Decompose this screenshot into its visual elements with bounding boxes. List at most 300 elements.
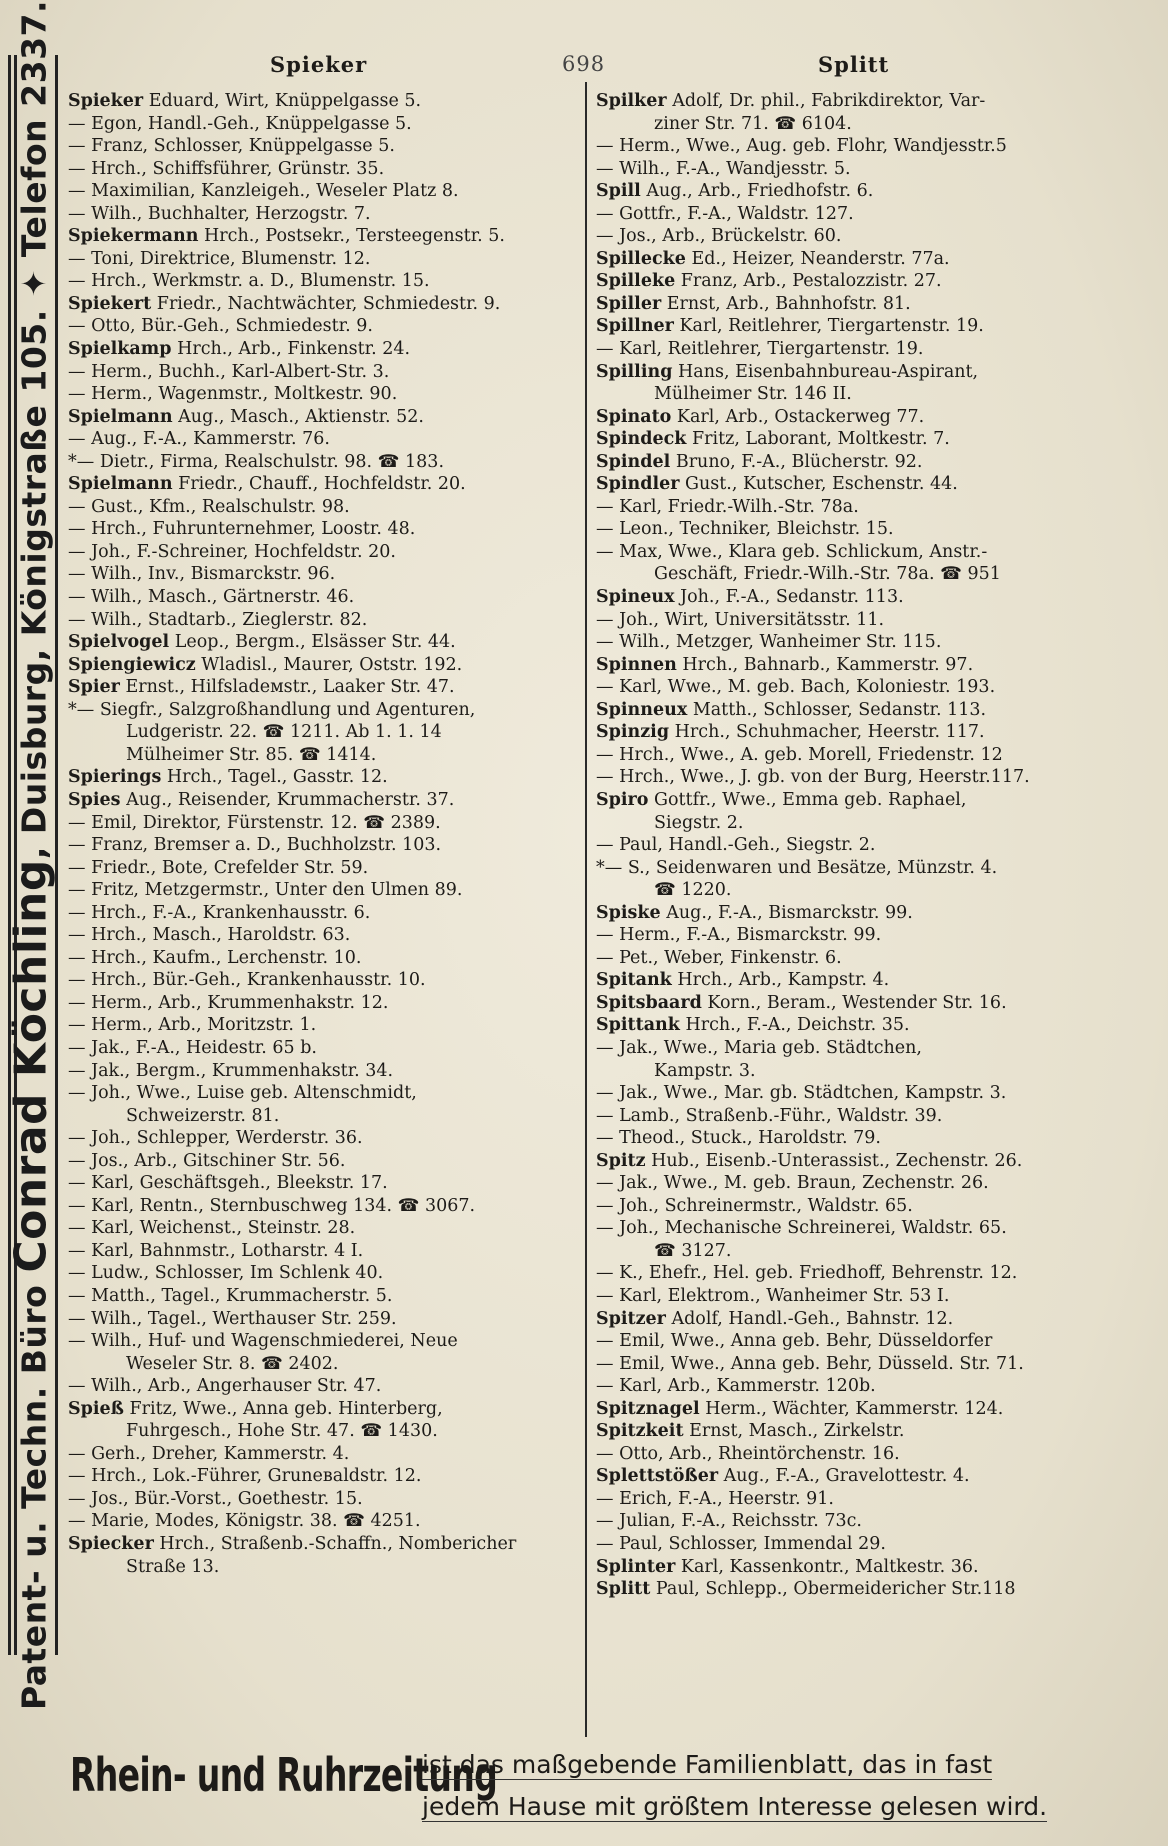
entry-details: — Wilh., Buchhalter, Herzogstr. 7. xyxy=(68,203,371,224)
directory-entry xyxy=(596,1375,1106,1398)
directory-entry xyxy=(68,541,578,564)
entry-details: Fritz, Wwe., Anna geb. Hinterberg, xyxy=(123,1398,443,1419)
entry-surname: Spiske xyxy=(596,902,661,923)
entry-details: — Marie, Modes, Königstr. 38. ☎ 4251. xyxy=(68,1511,421,1532)
entry-details: — Emil, Wwe., Anna geb. Behr, Düsseldorfer xyxy=(596,1331,993,1352)
directory-entry xyxy=(68,969,578,992)
entry-details: — Franz, Bremser a. D., Buchholzstr. 103. xyxy=(68,835,442,856)
header-right-keyword: Splitt xyxy=(818,52,890,77)
page-number: 698 xyxy=(562,52,606,76)
entry-details: — Jak., F.-A., Heidestr. 65 b. xyxy=(68,1037,317,1058)
directory-entry xyxy=(68,834,578,857)
directory-entry xyxy=(68,789,578,812)
directory-entry xyxy=(68,766,578,789)
directory-entry xyxy=(596,1308,1106,1331)
entry-details: — Karl, Friedr.-Wilh.-Str. 78a. xyxy=(596,496,859,517)
directory-entry xyxy=(68,90,578,113)
side-ad-prefix: Patent- u. Techn. Büro xyxy=(14,1272,54,1711)
entry-details: Karl, Arb., Ostackerweg 77. xyxy=(671,406,925,427)
entry-details: Hub., Eisenb.-Unterassist., Zechenstr. 26. xyxy=(645,1150,1023,1171)
entry-details: — Hrch., Kaufm., Lerchenstr. 10. xyxy=(68,947,362,968)
directory-entry xyxy=(596,1150,1106,1173)
entry-surname: Spiller xyxy=(596,293,662,314)
header-left-keyword: Spieker xyxy=(270,52,368,77)
entry-details: — Joh., Mechanische Schreinerei, Waldstr. 65. xyxy=(596,1218,1007,1239)
entry-surname: Spiengiewicz xyxy=(68,654,196,675)
directory-entry xyxy=(596,180,1106,203)
entry-surname: Spill xyxy=(596,181,641,202)
entry-surname: Spinnen xyxy=(596,654,677,675)
entry-surname: Splinter xyxy=(596,1556,676,1577)
entry-details: — Gottfr., F.-A., Waldstr. 127. xyxy=(596,203,854,224)
entry-surname: Spitzer xyxy=(596,1308,666,1329)
directory-entry xyxy=(68,1488,578,1511)
directory-entry xyxy=(596,315,1106,338)
entry-details: Hrch., Straßenb.-Schaffn., Nomberichег xyxy=(153,1534,518,1554)
entry-details: — Karl, Weichenst., Steinstr. 28. xyxy=(68,1218,356,1239)
directory-entry xyxy=(68,1172,578,1195)
entry-surname: Spitz xyxy=(596,1150,646,1171)
entry-details: — Hrch., Lok.-Führer, Gruneвaldstr. 12. xyxy=(68,1466,422,1487)
entry-details: *— Dietr., Firma, Realschulstr. 98. ☎ 183. xyxy=(68,451,445,472)
entry-details: — Herm., F.-A., Bismarckstr. 99. xyxy=(596,925,882,946)
directory-entry xyxy=(596,586,1106,609)
entry-details: — Joh., Schlepper, Werderstr. 36. xyxy=(68,1128,363,1149)
entry-details: — Karl, Rentn., Sternbuschweg 134. ☎ 3067. xyxy=(68,1195,476,1216)
entry-details: — Matth., Tagel., Krummacherstr. 5. xyxy=(68,1285,393,1306)
directory-entry xyxy=(596,1533,1106,1556)
entry-details: — Hrch., Schiffsführer, Grünstr. 35. xyxy=(68,158,385,179)
directory-entry xyxy=(596,1262,1106,1285)
entry-details: Aug., F.-A., Bismarckstr. 99. xyxy=(660,902,913,923)
directory-entry xyxy=(596,1420,1106,1443)
entry-details: ☎ 3127. xyxy=(654,1240,732,1261)
directory-entry xyxy=(596,1443,1106,1466)
entry-details: — Fritz, Metzgermstr., Unter den Ulmen 89. xyxy=(68,880,463,901)
directory-entry xyxy=(68,1510,578,1533)
entry-details: Geschäft, Friedr.-Wilh.-Str. 78a. ☎ 951 xyxy=(654,564,1001,585)
entry-details: Schweizerstr. 81. xyxy=(126,1105,280,1126)
entry-details: — Jos., Arb., Gitschiner Str. 56. xyxy=(68,1150,346,1171)
entry-details: — Hrch., Werkmstr. a. D., Blumenstr. 15. xyxy=(68,271,430,292)
directory-entry xyxy=(596,1127,1106,1150)
entry-details: — Egon, Handl.-Geh., Knüppelgasse 5. xyxy=(68,113,412,134)
directory-entry xyxy=(596,406,1106,429)
entry-surname: Spindler xyxy=(596,474,680,495)
directory-entry xyxy=(68,1533,578,1556)
directory-entry xyxy=(596,924,1106,947)
entry-details: — K., Ehefr., Hel. geb. Friedhoff, Behrenstr. 12. xyxy=(596,1263,1018,1284)
entry-details: Gottfr., Wwe., Emma geb. Raphael, xyxy=(648,789,967,810)
directory-entry xyxy=(596,857,1106,880)
directory-entry xyxy=(68,676,578,699)
directory-entry xyxy=(68,1353,578,1376)
entry-details: — Herm., Arb., Krummenhakstr. 12. xyxy=(68,992,389,1013)
directory-entry xyxy=(596,1172,1106,1195)
entry-details: Aug., Reisender, Krummacherstr. 37. xyxy=(120,789,455,810)
directory-entry xyxy=(68,992,578,1015)
entry-details: Franz, Arb., Pestalozzistr. 27. xyxy=(675,271,942,292)
directory-entry xyxy=(596,563,1106,586)
entry-details: Mülheimer Str. 146 II. xyxy=(654,384,852,405)
entry-details: Leop., Bergm., Elsässer Str. 44. xyxy=(169,632,456,653)
side-ad-text xyxy=(6,0,57,1710)
directory-entry xyxy=(68,1105,578,1128)
entry-details: Siegstr. 2. xyxy=(654,812,744,833)
directory-entry xyxy=(596,1105,1106,1128)
entry-details: — Wilh., Huf- und Wagenschmiederei, Neue xyxy=(68,1331,458,1352)
directory-entry xyxy=(68,1037,578,1060)
directory-entry xyxy=(596,1465,1106,1488)
directory-entry xyxy=(68,1398,578,1421)
entry-surname: Spiro xyxy=(596,789,649,810)
directory-entry xyxy=(596,496,1106,519)
entry-surname: Spiecker xyxy=(68,1534,154,1554)
entry-details: — Wilh., Stadtarb., Zieglerstr. 82. xyxy=(68,609,368,630)
directory-entry xyxy=(68,406,578,429)
directory-entry xyxy=(596,90,1106,113)
entry-details: Hrch., Tagel., Gasstr. 12. xyxy=(161,767,388,788)
directory-entry xyxy=(68,1060,578,1083)
entry-details: *— S., Seidenwaren und Besätze, Münzstr. 4. xyxy=(596,857,998,878)
entry-details: — Hrch., Wwe., J. gb. von der Burg, Heerstr.117. xyxy=(596,767,1030,788)
directory-entry xyxy=(596,541,1106,564)
entry-surname: Spinneux xyxy=(596,699,688,720)
directory-entry xyxy=(68,586,578,609)
directory-entry xyxy=(596,1353,1106,1376)
directory-entry xyxy=(68,1127,578,1150)
entry-surname: Spindel xyxy=(596,451,671,472)
directory-entry xyxy=(68,1240,578,1263)
entry-details: — Wilh., Tagel., Werthauser Str. 259. xyxy=(68,1308,397,1329)
entry-details: Hrch., Schuhmacher, Heerstr. 117. xyxy=(669,722,985,743)
entry-surname: Spiekermann xyxy=(68,226,199,247)
entry-details: Joh., F.-A., Sedanstr. 113. xyxy=(674,587,904,608)
entry-details: — Max, Wwe., Klara geb. Schlickum, Anstr.- xyxy=(596,541,988,562)
directory-entry xyxy=(68,225,578,248)
entry-surname: Spinato xyxy=(596,406,672,427)
entry-details: — Ludw., Schlosser, Im Schlenk 40. xyxy=(68,1263,384,1284)
directory-entry xyxy=(68,1217,578,1240)
directory-entry xyxy=(68,631,578,654)
directory-entry xyxy=(596,135,1106,158)
directory-entry xyxy=(596,1060,1106,1083)
entry-details: — Karl, Bahnmstr., Lotharstr. 4 I. xyxy=(68,1240,364,1261)
entry-surname: Spitank xyxy=(596,970,672,991)
directory-entry xyxy=(68,180,578,203)
entry-details: Adolf, Dr. phil., Fabrikdirektor, Var- xyxy=(666,91,986,111)
entry-surname: Spieß xyxy=(68,1398,124,1419)
entry-details: — Herm., Buchh., Karl-Albert-Str. 3. xyxy=(68,361,390,382)
entry-details: — Aug., F.-A., Kammerstr. 76. xyxy=(68,429,330,450)
directory-entry xyxy=(596,338,1106,361)
directory-entry xyxy=(68,563,578,586)
entry-details: — Hrch., Bür.-Geh., Krankenhausstr. 10. xyxy=(68,970,426,991)
entry-details: Paul, Schlepp., Obermeidericher Str.118 xyxy=(650,1579,1016,1600)
directory-entry xyxy=(68,1308,578,1331)
entry-details: — Herm., Arb., Moritzstr. 1. xyxy=(68,1015,317,1036)
entry-details: Eduard, Wirt, Knüppelgasse 5. xyxy=(143,91,422,111)
entry-details: Hrch., Bahnarb., Kammerstr. 97. xyxy=(676,654,974,675)
entry-details: Ernst, Masch., Zirkelstr. xyxy=(683,1421,905,1442)
directory-entry xyxy=(596,879,1106,902)
directory-entry xyxy=(596,654,1106,677)
entry-details: — Jak., Wwe., Mar. gb. Städtchen, Kampstr. 3. xyxy=(596,1083,1007,1104)
directory-entry xyxy=(596,699,1106,722)
directory-entry xyxy=(596,1556,1106,1579)
directory-entry xyxy=(596,969,1106,992)
directory-entry xyxy=(68,158,578,181)
directory-entry xyxy=(68,135,578,158)
entry-details: Mülheimer Str. 85. ☎ 1414. xyxy=(126,744,377,765)
directory-entry xyxy=(68,1082,578,1105)
entry-details: — Maximilian, Kanzleigeh., Weseler Platz 8. xyxy=(68,181,459,202)
entry-details: Karl, Kassenkontr., Maltkestr. 36. xyxy=(675,1556,979,1577)
directory-entry xyxy=(68,496,578,519)
directory-entry xyxy=(68,902,578,925)
entry-details: Korn., Beram., Westender Str. 16. xyxy=(701,992,1007,1013)
directory-entry xyxy=(596,812,1106,835)
entry-surname: Spinzig xyxy=(596,722,670,743)
ad-line-2: jedem Hause mit größtem Interesse gelesen wird. xyxy=(422,1792,1048,1821)
directory-entry xyxy=(596,902,1106,925)
entry-details: — Hrch., Wwe., A. geb. Morell, Friedenstr. 12 xyxy=(596,744,1003,765)
directory-entry xyxy=(68,270,578,293)
directory-entry xyxy=(596,609,1106,632)
directory-entry xyxy=(68,609,578,632)
entry-details: Karl, Reitlehrer, Tiergartenstr. 19. xyxy=(673,316,984,337)
entry-surname: Spilker xyxy=(596,91,667,111)
entry-details: — Friedr., Bote, Crefelder Str. 59. xyxy=(68,857,369,878)
directory-entry xyxy=(596,1014,1106,1037)
entry-details: Fuhrgesch., Hohe Str. 47. ☎ 1430. xyxy=(126,1421,438,1442)
entry-details: — Wilh., F.-A., Wandjesstr. 5. xyxy=(596,158,851,179)
entry-details: Hrch., Postsekr., Tersteegenstr. 5. xyxy=(198,226,505,247)
directory-entry xyxy=(596,518,1106,541)
directory-entry xyxy=(68,248,578,271)
entry-details: — Joh., Wirt, Universitätsstr. 11. xyxy=(596,609,885,630)
entry-details: Fritz, Laborant, Moltkestr. 7. xyxy=(686,429,950,450)
entry-surname: Spitzkeit xyxy=(596,1421,684,1442)
entry-details: — Joh., Wwe., Luise geb. Altenschmidt, xyxy=(68,1083,417,1104)
entry-details: *— Siegfr., Salzgroßhandlung und Agenturen, xyxy=(68,699,476,720)
directory-entry xyxy=(68,654,578,677)
entry-details: Bruno, F.-A., Blücherstr. 92. xyxy=(670,451,923,472)
entry-details: Hans, Eisenbahnbureau-Aspirant, xyxy=(672,361,979,382)
ad-line-1: ist das maßgebende Familienblatt, das in fast xyxy=(422,1750,993,1779)
directory-entry xyxy=(68,812,578,835)
directory-entry xyxy=(68,721,578,744)
directory-entry xyxy=(68,1262,578,1285)
entry-surname: Spielmann xyxy=(68,474,173,495)
directory-entry xyxy=(68,1285,578,1308)
entry-details: — Jos., Bür.-Vorst., Goethestr. 15. xyxy=(68,1488,363,1509)
entry-details: — Paul, Schlosser, Immendal 29. xyxy=(596,1534,886,1554)
directory-entry xyxy=(596,676,1106,699)
directory-entry xyxy=(596,631,1106,654)
directory-entry xyxy=(68,113,578,136)
directory-entry xyxy=(596,766,1106,789)
directory-entry xyxy=(68,1330,578,1353)
directory-entry xyxy=(68,1150,578,1173)
directory-entry xyxy=(596,225,1106,248)
entry-details: — Leon., Techniker, Bleichstr. 15. xyxy=(596,519,894,540)
directory-entry xyxy=(596,1330,1106,1353)
entry-details: Weseler Str. 8. ☎ 2402. xyxy=(126,1353,339,1374)
directory-entry xyxy=(596,1398,1106,1421)
directory-entry xyxy=(596,1037,1106,1060)
directory-entry xyxy=(596,1578,1106,1601)
directory-entry xyxy=(68,518,578,541)
directory-entry xyxy=(68,1375,578,1398)
entry-details: — Toni, Direktrice, Blumenstr. 12. xyxy=(68,248,371,269)
directory-entry xyxy=(68,203,578,226)
entry-details: — Julian, F.-A., Reichsstr. 73c. xyxy=(596,1511,862,1532)
entry-details: Straße 13. xyxy=(126,1556,220,1577)
entry-details: — Paul, Handl.-Geh., Siegstr. 2. xyxy=(596,835,876,856)
entry-details: — Jak., Wwe., M. geb. Braun, Zechenstr. 26. xyxy=(596,1173,989,1194)
side-ad-suffix: , Duisburg, Königstraße 105. ✦ Telefon 2337. xyxy=(14,0,54,860)
entry-details: — Franz, Schlosser, Knüppelgasse 5. xyxy=(68,136,395,157)
entry-details: Ernst, Arb., Bahnhofstr. 81. xyxy=(661,293,911,314)
entry-details: — Otto, Arb., Rheintörchenstr. 16. xyxy=(596,1443,900,1464)
entry-surname: Spitznagel xyxy=(596,1398,700,1419)
entry-details: Ludgeristr. 22. ☎ 1211. Ab 1. 1. 14 xyxy=(126,722,442,743)
entry-details: — Jos., Arb., Brückelstr. 60. xyxy=(596,226,842,247)
column-divider xyxy=(585,82,587,1737)
entry-surname: Spieker xyxy=(68,91,144,111)
entry-details: — Lamb., Straßenb.-Führ., Waldstr. 39. xyxy=(596,1105,943,1126)
directory-entry xyxy=(68,1465,578,1488)
entry-details: — Theod., Stuck., Haroldstr. 79. xyxy=(596,1128,881,1149)
entry-details: — Gust., Kfm., Realschulstr. 98. xyxy=(68,496,350,517)
entry-details: — Wilh., Masch., Gärtnerstr. 46. xyxy=(68,587,355,608)
entry-details: — Herm., Wagenmstr., Moltkestr. 90. xyxy=(68,384,398,405)
entry-surname: Spier xyxy=(68,677,120,698)
entry-details: — Hrch., Fuhrunternehmer, Loostr. 48. xyxy=(68,519,416,540)
page-header xyxy=(70,52,1160,80)
entry-details: — Joh., Schreinermstr., Waldstr. 65. xyxy=(596,1195,913,1216)
entry-details: Friedr., Nachtwächter, Schmiedestr. 9. xyxy=(151,293,501,314)
directory-entry xyxy=(596,1217,1106,1240)
directory-entry xyxy=(596,158,1106,181)
entry-details: ziner Str. 71. ☎ 6104. xyxy=(654,113,852,134)
directory-entry xyxy=(596,1082,1106,1105)
directory-entry xyxy=(596,1510,1106,1533)
entry-surname: Spittank xyxy=(596,1015,680,1036)
entry-details: — Erich, F.-A., Heerstr. 91. xyxy=(596,1488,834,1509)
directory-entry xyxy=(68,1195,578,1218)
directory-entry xyxy=(596,451,1106,474)
directory-entry xyxy=(68,699,578,722)
entry-details: Aug., Arb., Friedhofstr. 6. xyxy=(640,181,874,202)
entry-surname: Spies xyxy=(68,789,121,810)
entry-details: Herm., Wächter, Kammerstr. 124. xyxy=(699,1398,1004,1419)
entry-details: Aug., Masch., Aktienstr. 52. xyxy=(172,406,424,427)
directory-entry xyxy=(596,361,1106,384)
entry-details: Aug., F.-A., Gravelottestr. 4. xyxy=(718,1466,970,1487)
entry-surname: Spillecke xyxy=(596,248,686,269)
directory-entry xyxy=(596,1240,1106,1263)
directory-entry xyxy=(596,383,1106,406)
entry-surname: Spielkamp xyxy=(68,339,172,360)
entry-surname: Spielvogel xyxy=(68,632,170,653)
entry-details: — Hrch., Masch., Haroldstr. 63. xyxy=(68,925,351,946)
entry-details: — Jak., Bergm., Krummenhakstr. 34. xyxy=(68,1060,394,1081)
entry-details: Ed., Heizer, Neanderstr. 77a. xyxy=(685,248,950,269)
entry-details: — Pet., Weber, Finkenstr. 6. xyxy=(596,947,842,968)
entry-details: Friedr., Chauff., Hochfeldstr. 20. xyxy=(172,474,466,495)
directory-entry xyxy=(68,1420,578,1443)
directory-entry xyxy=(596,834,1106,857)
entry-surname: Spindeck xyxy=(596,429,687,450)
directory-entry xyxy=(596,947,1106,970)
directory-entry xyxy=(68,315,578,338)
directory-entry xyxy=(596,744,1106,767)
directory-entry xyxy=(596,1195,1106,1218)
entry-details: — Hrch., F.-A., Krankenhausstr. 6. xyxy=(68,902,371,923)
entry-details: Hrch., F.-A., Deichstr. 35. xyxy=(679,1015,910,1036)
directory-entry xyxy=(68,879,578,902)
directory-entry xyxy=(596,428,1106,451)
entry-details: Wladisl., Maurer, Oststr. 192. xyxy=(195,654,463,675)
entry-details: — Karl, Geschäftsgeh., Bleekstr. 17. xyxy=(68,1173,388,1194)
directory-entry xyxy=(596,248,1106,271)
entry-surname: Spielmann xyxy=(68,406,173,427)
entry-details: Hrch., Arb., Finkenstr. 24. xyxy=(171,339,411,360)
entry-details: — Jak., Wwe., Maria geb. Städtchen, xyxy=(596,1037,922,1058)
entry-surname: Spilling xyxy=(596,361,673,382)
directory-entry xyxy=(68,1014,578,1037)
directory-entry xyxy=(68,428,578,451)
directory-entry xyxy=(596,1285,1106,1308)
entry-details: — Karl, Arb., Kammerstr. 120b. xyxy=(596,1376,876,1397)
side-ad-firm: Conrad Köchling xyxy=(5,859,57,1273)
entry-details: — Karl, Reitlehrer, Tiergartenstr. 19. xyxy=(596,339,924,360)
entry-details: Hrch., Arb., Kampstr. 4. xyxy=(671,970,890,991)
directory-entry xyxy=(596,473,1106,496)
entry-details: ☎ 1220. xyxy=(654,880,732,901)
entry-surname: Spierings xyxy=(68,767,162,788)
directory-entry xyxy=(68,1556,578,1579)
directory-entry xyxy=(68,857,578,880)
entry-surname: Spilleke xyxy=(596,271,676,292)
directory-entry xyxy=(68,293,578,316)
directory-entry xyxy=(596,721,1106,744)
directory-entry xyxy=(68,1443,578,1466)
directory-entry xyxy=(68,383,578,406)
directory-entry xyxy=(596,293,1106,316)
right-column xyxy=(596,90,1106,1601)
bottom-advertisement xyxy=(70,1742,1100,1842)
entry-surname: Splitt xyxy=(596,1579,651,1600)
entry-surname: Spiekert xyxy=(68,293,152,314)
entry-details: — Wilh., Inv., Bismarckstr. 96. xyxy=(68,564,336,585)
directory-entry xyxy=(68,924,578,947)
side-advertisement xyxy=(0,0,62,1711)
directory-entry xyxy=(68,361,578,384)
entry-details: Matth., Schlosser, Sedanstr. 113. xyxy=(687,699,987,720)
entry-surname: Spitsbaard xyxy=(596,992,702,1013)
entry-details: Adolf, Handl.-Geh., Bahnstr. 12. xyxy=(665,1308,954,1329)
entry-details: — Karl, Elektrom., Wanheimer Str. 53 I. xyxy=(596,1285,950,1306)
directory-entry xyxy=(596,270,1106,293)
entry-details: Gust., Kutscher, Eschenstr. 44. xyxy=(679,474,958,495)
entry-details: — Emil, Wwe., Anna geb. Behr, Düsseld. Str. 71. xyxy=(596,1353,1024,1374)
entry-details: — Karl, Wwe., M. geb. Bach, Koloniestr. 193. xyxy=(596,677,996,698)
directory-entry xyxy=(596,1488,1106,1511)
entry-surname: Spillner xyxy=(596,316,674,337)
